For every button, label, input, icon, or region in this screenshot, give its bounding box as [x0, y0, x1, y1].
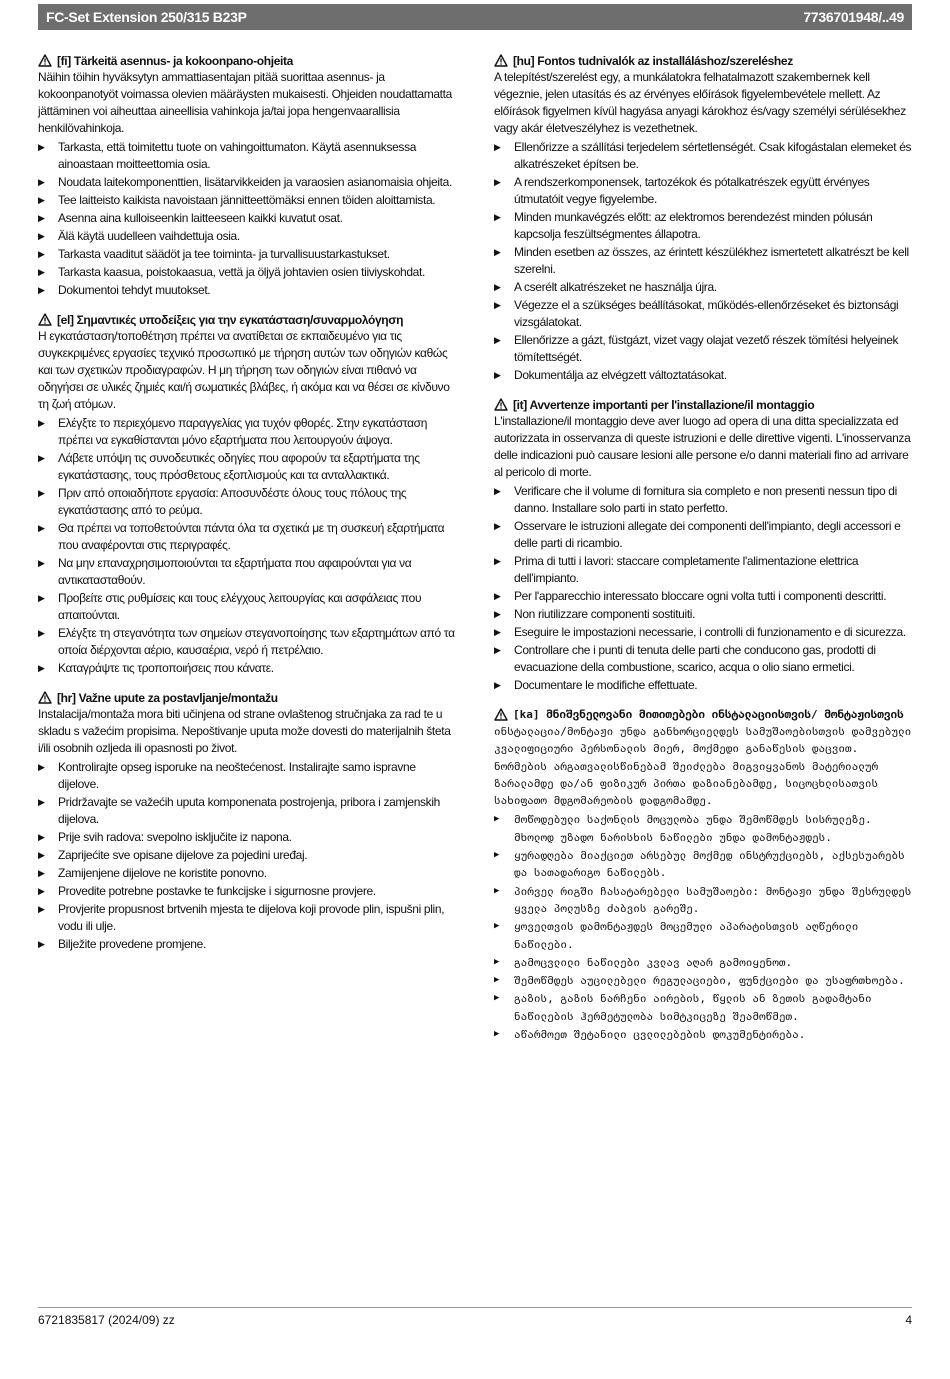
instruction-item	[494, 553, 912, 587]
bullet-arrow-icon: ▶	[38, 939, 45, 949]
bullet-arrow-icon: ▶	[38, 142, 45, 152]
instruction-item	[38, 936, 456, 953]
instruction-text: Bilježite provedene promjene.	[58, 937, 206, 951]
instruction-item	[494, 279, 912, 296]
instruction-text: Eseguire le impostazioni necessarie, i controlli di funzionamento e di sicurezza.	[514, 625, 906, 639]
bullet-arrow-icon: ▶	[494, 814, 500, 825]
bullet-arrow-icon: ▶	[494, 609, 501, 619]
instruction-text: A rendszerkomponensek, tartozékok és pótalkatrészek együtt érvényes útmutatóit vegye figyelembe.	[514, 175, 870, 206]
instruction-list-fi	[38, 139, 456, 299]
bullet-arrow-icon: ▶	[494, 486, 501, 496]
instruction-item	[38, 450, 456, 484]
instruction-item	[494, 588, 912, 605]
right-column	[494, 53, 912, 1056]
section-title-ka	[494, 707, 912, 723]
document-number: 7736701948/..49	[803, 9, 904, 25]
section-hu	[494, 53, 912, 384]
bullet-arrow-icon: ▶	[494, 142, 501, 152]
instruction-item	[38, 210, 456, 227]
instruction-item	[494, 297, 912, 331]
instruction-text: Controllare che i punti di tenuta delle parti che conducono gas, prodotti di evacuazione della combustione, scarico, acqua o olio siano ermetici.	[514, 643, 876, 674]
warning-icon	[494, 708, 508, 721]
bullet-arrow-icon: ▶	[38, 231, 45, 241]
instruction-text: Θα πρέπει να τοποθετούνται πάντα όλα τα σχετικά με τη συσκευή εξαρτήματα που αναφέρονται στις περιγραφές.	[58, 521, 445, 552]
instruction-item	[38, 883, 456, 900]
bullet-arrow-icon: ▶	[38, 249, 45, 259]
warning-icon	[494, 54, 508, 67]
bullet-arrow-icon: ▶	[38, 832, 45, 842]
instruction-item	[38, 174, 456, 191]
instruction-text: Tarkasta vaaditut säädöt ja tee toiminta- ja turvallisuustarkastukset.	[58, 247, 390, 261]
bullet-arrow-icon: ▶	[494, 591, 501, 601]
instruction-item	[494, 483, 912, 517]
page-number: 4	[905, 1313, 912, 1327]
instruction-item	[494, 954, 912, 971]
instruction-text: ყოველთვის დამონტაჟდეს მოცემული აპარატისთვის აღწერილი ნაწილები.	[514, 920, 859, 951]
footer-divider	[38, 1307, 912, 1308]
bullet-arrow-icon: ▶	[38, 418, 45, 428]
instruction-item	[38, 829, 456, 846]
instruction-text: Per l'apparecchio interessato bloccare ogni volta tutti i componenti descritti.	[514, 589, 887, 603]
section-title-text: [hr] Važne upute za postavljanje/montažu	[57, 691, 278, 705]
warning-icon	[38, 54, 52, 67]
bullet-arrow-icon: ▶	[38, 453, 45, 463]
bullet-arrow-icon: ▶	[494, 627, 501, 637]
section-title-it	[494, 397, 912, 413]
instruction-text: Προβείτε στις ρυθμίσεις και τους ελέγχους λειτουργίας και ασφάλειας που απαιτούνται.	[58, 591, 422, 622]
instruction-item	[38, 759, 456, 793]
instruction-text: Noudata laitekomponenttien, lisätarvikkeiden ja varaosien asianomaisia ohjeita.	[58, 175, 452, 189]
instruction-text: Tarkasta, että toimitettu tuote on vahingoittumaton. Käytä asennuksessa ainoastaan moitteettomia osia.	[58, 140, 417, 171]
bullet-arrow-icon: ▶	[494, 335, 501, 345]
instruction-text: Ellenőrizze a szállítási terjedelem sértetlenségét. Csak kifogástalan elemeket és alkatrészeket építsen be.	[514, 140, 912, 171]
instruction-text: Provedite potrebne postavke te funkcijske i sigurnosne provjere.	[58, 884, 376, 898]
instruction-item	[38, 555, 456, 589]
instruction-list-hr	[38, 759, 456, 953]
instruction-item	[494, 990, 912, 1025]
instruction-text: Älä käytä uudelleen vaihdettuja osia.	[58, 229, 240, 243]
instruction-text: Asenna aina kulloiseenkin laitteeseen kaikki kuvatut osat.	[58, 211, 343, 225]
instruction-list-it	[494, 483, 912, 694]
section-title-text: [fi] Tärkeitä asennus- ja kokoonpano-ohjeita	[57, 54, 293, 68]
instruction-text: A cserélt alkatrészeket ne használja újra.	[514, 280, 717, 294]
section-title-hr	[38, 690, 456, 706]
instruction-item	[38, 625, 456, 659]
instruction-item	[494, 367, 912, 384]
instruction-text: Dokumentálja az elvégzett változtatásokat.	[514, 368, 727, 382]
bullet-arrow-icon: ▶	[494, 247, 501, 257]
instruction-text: ყურადღება მიაქციეთ არსებულ მოქმედ ინსტრუქციებს, აქსესუარებს და სათადარიგო ნაწილებს.	[514, 849, 905, 880]
section-intro-fi: Näihin töihin hyväksytyn ammattiasentajan pitää suorittaa asennus- ja kokoonpanotyöt voimassa olevien määräysten mukaisesti. Ohjeiden noudattamatta jättäminen voi aiheuttaa aineellisia vahinkoja ja/tai jopa hengenvaarallisia henkilövahinkoja.	[38, 70, 452, 135]
footer	[38, 1313, 912, 1327]
instruction-list-el	[38, 415, 456, 677]
bullet-arrow-icon: ▶	[38, 850, 45, 860]
instruction-text: Pridržavajte se važećih uputa komponenata postrojenja, pribora i zamjenskih dijelova.	[58, 795, 440, 826]
instruction-item	[38, 901, 456, 935]
bullet-arrow-icon: ▶	[38, 213, 45, 223]
instruction-text: Tee laitteisto kaikista navoistaan jännitteettömäksi ennen töiden aloittamista.	[58, 193, 436, 207]
instruction-text: Osservare le istruzioni allegate dei componenti dell'impianto, degli accessori e delle parti di ricambio.	[514, 519, 901, 550]
instruction-item	[38, 264, 456, 281]
section-title-text: [hu] Fontos tudnivalók az installáláshoz/szereléshez	[513, 54, 793, 68]
section-intro-hu: A telepítést/szerelést egy, a munkálatokra felhatalmazott szakembernek kell végeznie, jelen utasítás és az érvényes előírások figyelembevétele mellett. Az előírások figyelmen kívül hagyása anyagi károkhoz és/vagy személyi sérülésekhez vagy akár életveszélyhez is vezethetnek.	[494, 70, 906, 135]
instruction-item	[38, 660, 456, 677]
instruction-list-ka	[494, 811, 912, 1043]
section-title-text: [ka] მნიშვნელოვანი მითითებები ინსტალაციისთვის/ მონტაჟისთვის	[513, 708, 904, 721]
instruction-text: აწარმოეთ შეტანილი ცვლილებების დოკუმენტირება.	[514, 1028, 806, 1042]
instruction-item	[38, 282, 456, 299]
instruction-text: Verificare che il volume di fornitura sia completo e non presenti nessun tipo di danno. Installare solo parti in stato perfetto.	[514, 484, 897, 515]
bullet-arrow-icon: ▶	[38, 523, 45, 533]
instruction-item	[494, 139, 912, 173]
instruction-item	[494, 883, 912, 918]
footer-code: 6721835817 (2024/09) zz	[38, 1313, 175, 1327]
bullet-arrow-icon: ▶	[38, 195, 45, 205]
instruction-item	[38, 847, 456, 864]
instruction-item	[494, 606, 912, 623]
bullet-arrow-icon: ▶	[38, 558, 45, 568]
instruction-text: გამოცვლილი ნაწილები კვლავ აღარ გამოიყენოთ.	[514, 955, 793, 969]
instruction-text: Non riutilizzare componenti sostituiti.	[514, 607, 696, 621]
instruction-text: Végezze el a szükséges beállításokat, működés-ellenőrzéseket és biztonsági vizsgálatokat.	[514, 298, 899, 329]
instruction-text: Λάβετε υπόψη τις συνοδευτικές οδηγίες που αφορούν τα εξαρτήματα της εγκατάστασης, τους πρόσθετους εξοπλισμούς και τα ανταλλακτικά.	[58, 451, 420, 482]
bullet-arrow-icon: ▶	[494, 993, 500, 1004]
warning-icon	[38, 691, 52, 704]
section-title-hu	[494, 53, 912, 69]
instruction-text: მოწოდებული საქონლის მოცულობა უნდა შემოწმდეს სისრულეზე. მხოლოდ უზადო ნარისხის ნაწილები უნდა დამონტაჟდეს.	[514, 813, 872, 844]
instruction-text: შემოწმდეს აუცილებელი რეგულაციები, ფუნქციები და უსაფრთხოება.	[514, 974, 905, 988]
instruction-text: Provjerite propusnost brtvenih mjesta te dijelova koji provode plin, ispušni plin, vodu ili ulje.	[58, 902, 445, 933]
bullet-arrow-icon: ▶	[38, 797, 45, 807]
bullet-arrow-icon: ▶	[494, 282, 501, 292]
bullet-arrow-icon: ▶	[494, 645, 501, 655]
instruction-item	[494, 847, 912, 882]
bullet-arrow-icon: ▶	[494, 177, 501, 187]
document-title: FC-Set Extension 250/315 B23P	[46, 9, 247, 25]
instruction-item	[494, 811, 912, 846]
bullet-arrow-icon: ▶	[494, 1029, 500, 1040]
bullet-arrow-icon: ▶	[494, 212, 501, 222]
instruction-item	[38, 139, 456, 173]
instruction-item	[494, 174, 912, 208]
section-title-text: [it] Avvertenze importanti per l'installazione/il montaggio	[513, 398, 815, 412]
instruction-item	[494, 624, 912, 641]
warning-icon	[38, 313, 52, 326]
warning-icon	[494, 398, 508, 411]
instruction-item	[38, 246, 456, 263]
instruction-text: Πριν από οποιαδήποτε εργασία: Αποσυνδέστε όλους τους πόλους της εγκατάστασης από το ρεύμα.	[58, 486, 407, 517]
instruction-item	[38, 520, 456, 554]
bullet-arrow-icon: ▶	[38, 267, 45, 277]
instruction-text: პირველ რიგში ჩასატარებელი სამუშაოები: მონტაჟი უნდა შესრულდეს ყველა პოლუსზე ძაბვის გარეშე.	[514, 884, 912, 915]
instruction-text: Prima di tutti i lavori: staccare completamente l'alimentazione elettrica dell'impianto.	[514, 554, 859, 585]
bullet-arrow-icon: ▶	[494, 521, 501, 531]
instruction-text: Ελέγξτε τη στεγανότητα των σημείων στεγανοποίησης των εξαρτημάτων από τα οποία διέρχονται αέριο, καυσαέρια, νερό ή πετρέλαιο.	[58, 626, 455, 657]
bullet-arrow-icon: ▶	[38, 177, 45, 187]
section-title-text: [el] Σημαντικές υποδείξεις για την εγκατάσταση/συναρμολόγηση	[57, 313, 404, 327]
instruction-text: Prije svih radova: svepolno isključite iz napona.	[58, 830, 292, 844]
instruction-list-hu	[494, 139, 912, 384]
instruction-text: Ελέγξτε το περιεχόμενο παραγγελίας για τυχόν φθορές. Στην εγκατάσταση πρέπει να εγκαθίστανται μόνο εξαρτήματα που λειτουργούν άψογα.	[58, 416, 428, 447]
instruction-item	[494, 244, 912, 278]
bullet-arrow-icon: ▶	[38, 285, 45, 295]
instruction-item	[38, 228, 456, 245]
instruction-text: Minden munkavégzés előtt: az elektromos berendezést minden pólusán kapcsolja feszültségmentes állapotra.	[514, 210, 873, 241]
section-el	[38, 312, 456, 677]
bullet-arrow-icon: ▶	[494, 680, 501, 690]
instruction-item	[494, 518, 912, 552]
section-it	[494, 397, 912, 694]
bullet-arrow-icon: ▶	[494, 975, 500, 986]
bullet-arrow-icon: ▶	[38, 488, 45, 498]
instruction-item	[494, 972, 912, 989]
left-column	[38, 53, 456, 966]
section-title-el	[38, 312, 456, 328]
instruction-item	[38, 485, 456, 519]
instruction-text: Να μην επαναχρησιμοποιούνται τα εξαρτήματα που αφαιρούνται για να αντικατασταθούν.	[58, 556, 412, 587]
bullet-arrow-icon: ▶	[38, 762, 45, 772]
bullet-arrow-icon: ▶	[494, 885, 500, 896]
bullet-arrow-icon: ▶	[494, 921, 500, 932]
bullet-arrow-icon: ▶	[38, 628, 45, 638]
section-fi	[38, 53, 456, 299]
instruction-item	[494, 918, 912, 953]
bullet-arrow-icon: ▶	[494, 956, 500, 967]
instruction-text: Minden esetben az összes, az érintett készülékhez ismertetett alkatrészt be kell szerelni.	[514, 245, 909, 276]
instruction-text: Zamijenjene dijelove ne koristite ponovno.	[58, 866, 267, 880]
section-hr	[38, 690, 456, 953]
instruction-text: Kontrolirajte opseg isporuke na neoštećenost. Instalirajte samo ispravne dijelove.	[58, 760, 416, 791]
instruction-item	[494, 332, 912, 366]
instruction-text: Καταγράψτε τις τροποποιήσεις που κάνατε.	[58, 661, 274, 675]
section-intro-hr: Instalacija/montaža mora biti učinjena od strane ovlaštenog stručnjaka za rad te u skladu s važećim propisima. Nepoštivanje uputa može dovesti do materijalnih šteta i/ili osobnih ozljeda ili opasnosti po život.	[38, 707, 451, 755]
section-ka	[494, 707, 912, 1043]
bullet-arrow-icon: ▶	[38, 868, 45, 878]
instruction-text: Documentare le modifiche effettuate.	[514, 678, 698, 692]
instruction-text: Tarkasta kaasua, poistokaasua, vettä ja öljyä johtavien osien tiiviyskohdat.	[58, 265, 425, 279]
instruction-item	[38, 865, 456, 882]
bullet-arrow-icon: ▶	[38, 904, 45, 914]
instruction-text: Dokumentoi tehdyt muutokset.	[58, 283, 211, 297]
bullet-arrow-icon: ▶	[494, 850, 500, 861]
section-intro-el: Η εγκατάσταση/τοποθέτηση πρέπει να ανατίθεται σε εκπαιδευμένο για τις συγκεκριμένες εργασίες τεχνικό προσωπικό με τήρηση αυτών των οδηγιών καθώς και των σχετικών προδιαγραφών. Η μη τήρηση των οδηγιών είναι πιθανό να οδηγήσει σε υλικές ζημιές και/ή σωματικές βλάβες, ή ακόμα και να θέσει σε κίνδυνο τη ζωή ατόμων.	[38, 329, 450, 411]
section-intro-ka: ინსტალაცია/მონტაჟი უნდა განხორციელდეს სამუშაოებისთვის დამვებული კვალიფიციური პერსონალის მიერ, მოქმედი განაწესის დაცვით. ნორმების არგათვალისწინებამ შეიძლება მიგვიყვანოს მატერიალურ ზარალამდე და/ან ფიზიკურ პირთა დაზიანებამდე, სიცოცხლისათვის სახიფათო მდგომარეობის დადგომამდე.	[494, 725, 912, 808]
section-title-fi	[38, 53, 456, 69]
instruction-item	[494, 1026, 912, 1043]
instruction-item	[494, 642, 912, 676]
instruction-text: Zaprijećite sve opisane dijelove za pojedini uređaj.	[58, 848, 308, 862]
bullet-arrow-icon: ▶	[494, 300, 501, 310]
instruction-item	[38, 192, 456, 209]
instruction-item	[38, 415, 456, 449]
bullet-arrow-icon: ▶	[494, 556, 501, 566]
header-bar	[38, 4, 912, 30]
instruction-text: გაზის, გაზის ნარჩენი აირების, წყლის ან ზეთის გადამტანი ნაწილების ჰერმეტულობა სიმტკიცეზე შეამოწმეთ.	[514, 992, 872, 1023]
bullet-arrow-icon: ▶	[38, 593, 45, 603]
bullet-arrow-icon: ▶	[38, 886, 45, 896]
instruction-item	[38, 590, 456, 624]
instruction-text: Ellenőrizze a gázt, füstgázt, vizet vagy olajat vezető részek tömítési helyeinek tömítettségét.	[514, 333, 899, 364]
bullet-arrow-icon: ▶	[494, 370, 501, 380]
section-intro-it: L'installazione/il montaggio deve aver luogo ad opera di una ditta specializzata ed autorizzata in osservanza di queste istruzioni e delle direttive vigenti. L'inosservanza delle indicazioni può causare lesioni alle persone e/o danni materiali fino ad arrivare al pericolo di morte.	[494, 414, 911, 479]
instruction-item	[494, 209, 912, 243]
bullet-arrow-icon: ▶	[38, 663, 45, 673]
instruction-item	[38, 794, 456, 828]
instruction-item	[494, 677, 912, 694]
